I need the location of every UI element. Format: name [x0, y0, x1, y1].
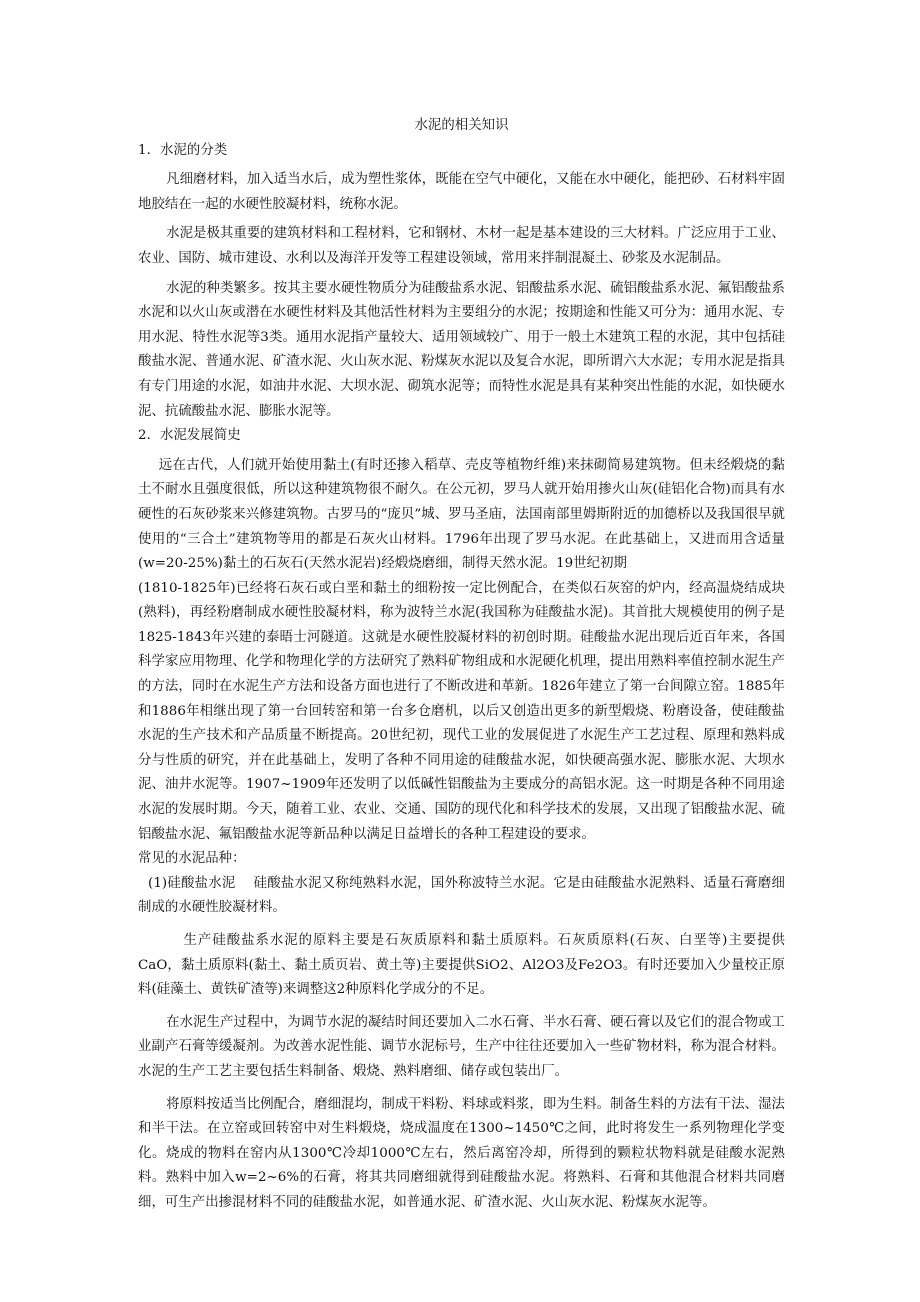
paragraph-portland-cement: (1)硅酸盐水泥 硅酸盐水泥又称纯熟料水泥，国外称波特兰水泥。它是由硅酸盐水泥熟料、适量石膏磨细制成的水硬性胶凝材料。 — [138, 875, 785, 916]
common-types-heading: 常见的水泥品种： — [138, 851, 246, 867]
document-body — [138, 114, 785, 1216]
paragraph-history-modern: (1810-1825年)已经将石灰石或白垩和黏土的细粉按一定比例配合，在类似石灰窑的炉内，经高温烧结成块(熟料)，再经粉磨制成水硬性胶凝材料，称为波特兰水泥(我国称为硅酸盐水泥)。其首批大规模使用的例子是1825-1843年兴建的泰晤士河隧道。这就是水硬性胶凝材料的初创时期。硅酸盐水泥出现后近百年来，各国科学家应用物理、化学和物理化学的方法研究了熟料矿物组成和水泥硬化机理，提出用熟料率值控制水泥生产的方法，同时在水泥生产方法和设备方面也进行了不断改进和革新。1826年建立了第一台间隙立窑。1885年和1886年相继出现了第一台回转窑和第一台多仓磨机，以后又创造出更多的新型煅烧、粉磨设备，使硅酸盐水泥的生产技术和产品质量不断提高。20世纪初，现代工业的发展促进了水泥生产工艺过程、原理和熟料成分与性质的研究，并在此基础上，发明了各种不同用途的硅酸盐水泥，如快硬高强水泥、膨胀水泥、大坝水泥、油井水泥等。1907~1909年还发明了以低碱性铝酸盐为主要成分的高铝水泥。这一时期是各种不同用途水泥的发展时期。今天，随着工业、农业、交通、国防的现代化和科学技术的发展，又出现了铝酸盐水泥、硫铝酸盐水泥、氟铝酸盐水泥等新品种以满足日益增长的各种工程建设的要求。 — [138, 580, 785, 842]
paragraph-history-ancient: 远在古代，人们就开始使用黏土(有时还掺入稻草、壳皮等植物纤维)来抹砌简易建筑物。但未经煅烧的黏土不耐水且强度很低，所以这种建筑物很不耐久。在公元初，罗马人就开始用掺火山灰(硅铝化合物)而具有水硬性的石灰砂浆来兴修建筑物。古罗马的“庞贝”城、罗马圣庙，法国南部里姆斯附近的加德桥以及我国很早就使用的“三合土”建筑物等用的都是石灰火山材料。1796年出现了罗马水泥。在此基础上，又进而用含适量(w=20-25%)黏土的石灰石(天然水泥岩)经煅烧磨细，制得天然水泥。19世纪初期 — [138, 457, 785, 572]
page-title: 水泥的相关知识 — [414, 118, 509, 133]
paragraph-importance: 水泥是极其重要的建筑材料和工程材料，它和钢材、木材一起是基本建设的三大材料。广泛应用于工业、农业、国防、城市建设、水利以及海洋开发等工程建设领域，常用来拌制混凝土、砂浆及水泥制品。 — [138, 226, 785, 266]
paragraph-gypsum: 在水泥生产过程中，为调节水泥的凝结时间还要加入二水石膏、半水石膏、硬石膏以及它们的混合物或工业副产石膏等缓凝剂。为改善水泥性能、调节水泥标号，生产中往往还要加入一些矿物材料，称为混合材料。水泥的生产工艺主要包括生料制备、煅烧、熟料磨细、储存或包装出厂。 — [138, 1014, 785, 1079]
paragraph-types: 水泥的种类繁多。按其主要水硬性物质分为硅酸盐系水泥、铝酸盐系水泥、硫铝酸盐系水泥、氟铝酸盐系水泥和以火山灰或潜在水硬性材料及其他活性材料为主要组分的水泥；按期途和性能又可分为：通用水泥、专用水泥、特性水泥等3类。通用水泥指产量较大、适用领域较广、用于一般土木建筑工程的水泥，其中包括硅酸盐水泥、普通水泥、矿渣水泥、火山灰水泥、粉煤灰水泥以及复合水泥，即所谓六大水泥；专用水泥是指具有专门用途的水泥，如油井水泥、大坝水泥、砌筑水泥等；而特性水泥是具有某种突出性能的水泥，如快硬水泥、抗硫酸盐水泥、膨胀水泥等。 — [138, 280, 785, 419]
paragraph-raw-materials: 生产硅酸盐系水泥的原料主要是石灰质原料和黏土质原料。石灰质原料(石灰、白垩等)主要提供CaO，黏土质原料(黏土、黏土质页岩、黄土等)主要提供SiO2、Al2O3及Fe2O3。有时还要加入少量校正原料(硅藻土、黄铁矿渣等)来调整这2种原料化学成分的不足。 — [138, 933, 785, 998]
paragraph-definition: 凡细磨材料，加入适当水后，成为塑性浆体，既能在空气中硬化，又能在水中硬化，能把砂、石材料牢固地胶结在一起的水硬性胶凝材料，统称水泥。 — [138, 172, 785, 212]
section-heading-history: 2．水泥发展简史 — [138, 428, 241, 444]
paragraph-process: 将原料按适当比例配合，磨细混均，制成干料粉、料球或料浆，即为生料。制备生料的方法有干法、湿法和半干法。在立窑或回转窑中对生料煅烧，烧成温度在1300~1450℃之间，此时将发生一系列物理化学变化。烧成的物料在窑内从1300℃冷却1000℃左右，然后离窑冷却，所得到的颗粒状物料就是硅酸水泥熟料。熟料中加入w=2~6%的石膏，将其共同磨细就得到硅酸盐水泥。将熟料、石膏和其他混合材料共同磨细，可生产出掺混材料不同的硅酸盐水泥，如普通水泥、矿渣水泥、火山灰水泥、粉煤灰水泥等。 — [138, 1096, 785, 1210]
section-heading-classification: 1．水泥的分类 — [138, 142, 228, 158]
